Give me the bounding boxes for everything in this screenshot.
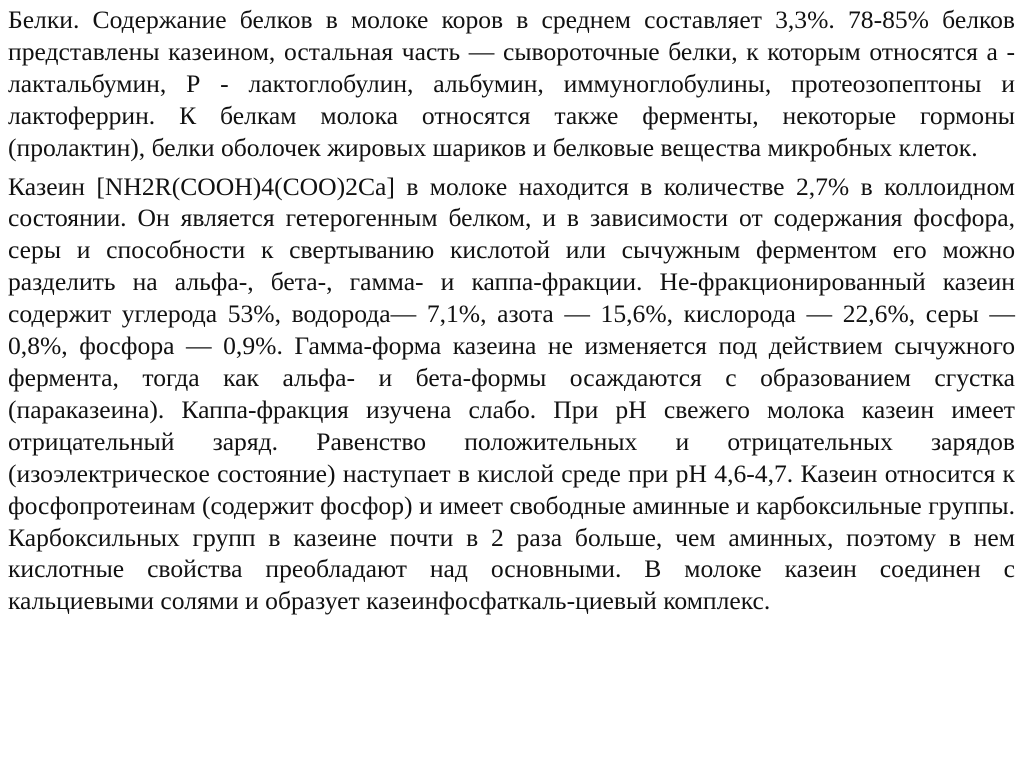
paragraph-proteins: Белки. Содержание белков в молоке коров в среднем составляет 3,3%. 78-85% белков представлены казеином, остальная часть — сывороточные белки, к которым относятся а - лактальбумин, Р - лактоглобулин, альбумин, иммуноглобулины, протеозопептоны и лактоферрин. К белкам молока относятся также ферменты, некоторые гормоны (пролактин), белки оболочек жировых шариков и белковые вещества микробных клеток. bbox=[8, 5, 1015, 162]
document-page bbox=[8, 4, 1015, 617]
paragraph-casein: Казеин [NH2R(COOH)4(COO)2Ca] в молоке находится в количестве 2,7% в коллоидном состоянии. Он является гетерогенным белком, и в зависимости от содержания фосфора, серы и способности к свертыванию кислотой или сычужным ферментом его можно разделить на альфа-, бета-, гамма- и каппа-фракции. Не-фракционированный казеин содержит углерода 53%, водорода— 7,1%, азота — 15,6%, кислорода — 22,6%, серы — 0,8%, фосфора — 0,9%. Гамма-форма казеина не изменяется под действием сычужного фермента, тогда как альфа- и бета-формы осаждаются с образованием сгустка (параказеина). Каппа-фракция изучена слабо. При рН свежего молока казеин имеет отрицательный заряд. Равенство положительных и отрицательных зарядов (изоэлектрическое состояние) наступает в кислой среде при рН 4,6-4,7. Казеин относится к фосфопротеинам (содержит фосфор) и имеет свободные аминные и карбоксильные группы. Карбоксильных групп в казеине почти в 2 раза больше, чем аминных, поэтому в нем кислотные свойства преобладают над основными. В молоке казеин соединен с кальциевыми солями и образует казеинфосфаткаль-циевый комплекс. bbox=[8, 171, 1015, 616]
